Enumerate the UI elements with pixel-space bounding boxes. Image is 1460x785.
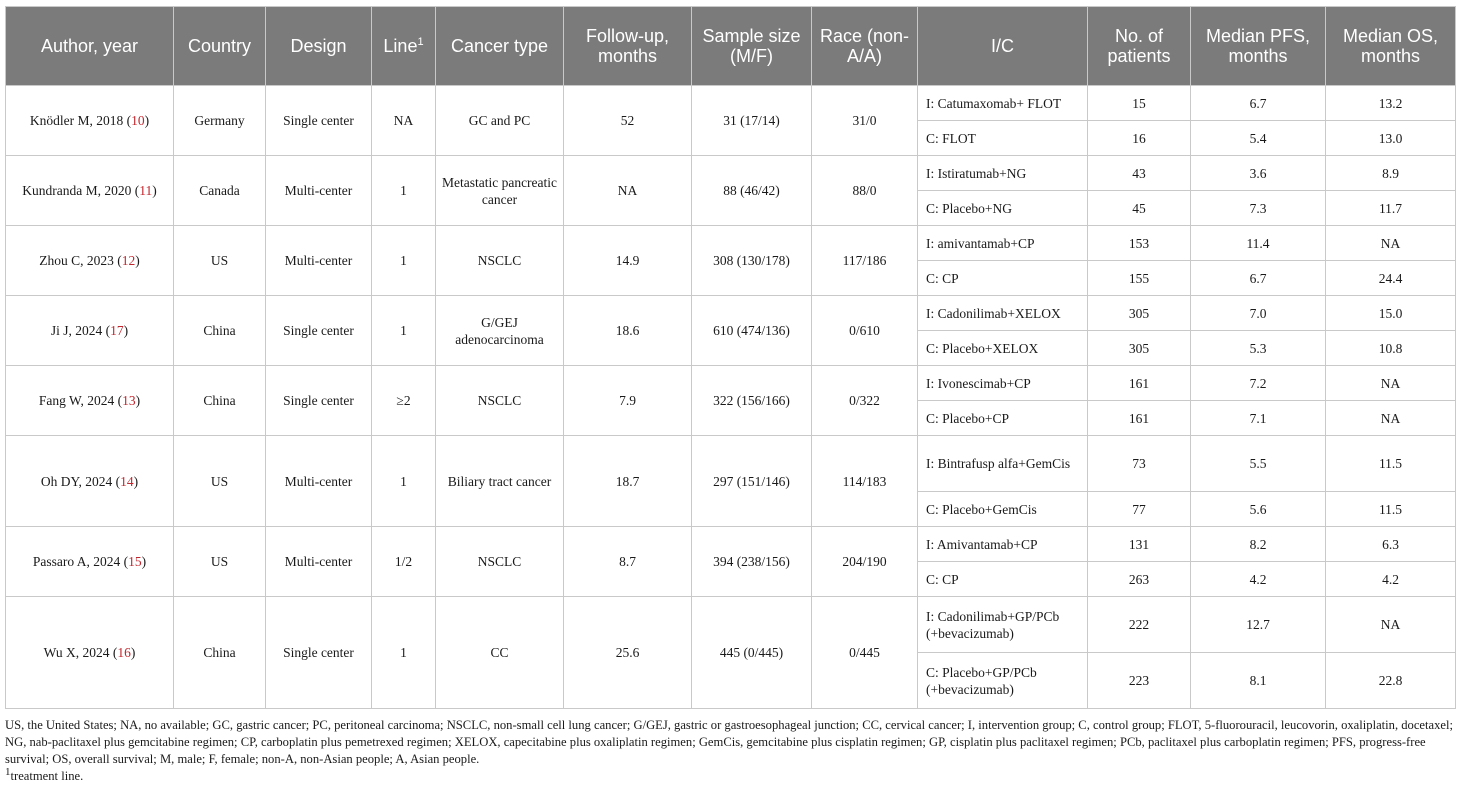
ic-cell: I: Ivonescimab+CP [918, 366, 1088, 401]
pfs-cell: 4.2 [1191, 562, 1326, 597]
sample-size-cell: 322 (156/166) [692, 366, 812, 436]
patients-cell: 16 [1088, 121, 1191, 156]
pfs-cell: 7.1 [1191, 401, 1326, 436]
design-cell: Single center [266, 296, 372, 366]
header-pfs: Median PFS, months [1191, 7, 1326, 86]
table-footnotes [5, 717, 1455, 785]
reference-link[interactable]: 14 [120, 473, 134, 489]
header-author: Author, year [6, 7, 174, 86]
race-cell: 114/183 [812, 436, 918, 527]
os-cell: 10.8 [1326, 331, 1456, 366]
ic-cell: C: Placebo+NG [918, 191, 1088, 226]
race-cell: 0/445 [812, 597, 918, 709]
pfs-cell: 8.1 [1191, 653, 1326, 709]
design-cell: Single center [266, 86, 372, 156]
ic-cell: C: Placebo+XELOX [918, 331, 1088, 366]
reference-link[interactable]: 10 [131, 113, 145, 128]
race-cell: 88/0 [812, 156, 918, 226]
cancer-type-cell: NSCLC [436, 226, 564, 296]
header-country: Country [174, 7, 266, 86]
author-cell: Zhou C, 2023 (12) [6, 226, 174, 296]
header-follow-up: Follow-up, months [564, 7, 692, 86]
pfs-cell: 5.5 [1191, 436, 1326, 492]
os-cell: NA [1326, 366, 1456, 401]
follow-up-cell: 18.6 [564, 296, 692, 366]
os-cell: 13.0 [1326, 121, 1456, 156]
follow-up-cell: 7.9 [564, 366, 692, 436]
design-cell: Single center [266, 597, 372, 709]
ic-cell: I: Cadonilimab+GP/PCb (+bevacizumab) [918, 597, 1088, 653]
ic-cell: C: Placebo+GP/PCb (+bevacizumab) [918, 653, 1088, 709]
os-cell: 22.8 [1326, 653, 1456, 709]
pfs-cell: 8.2 [1191, 527, 1326, 562]
reference-link[interactable]: 17 [110, 323, 124, 338]
author-cell: Ji J, 2024 (17) [6, 296, 174, 366]
header-sample-size: Sample size (M/F) [692, 7, 812, 86]
patients-cell: 305 [1088, 331, 1191, 366]
patients-cell: 15 [1088, 86, 1191, 121]
line-cell: 1 [372, 226, 436, 296]
follow-up-cell: 25.6 [564, 597, 692, 709]
race-cell: 0/610 [812, 296, 918, 366]
table-row [6, 436, 1456, 492]
treatment-line-note [5, 765, 1455, 785]
country-cell: Canada [174, 156, 266, 226]
os-cell: 13.2 [1326, 86, 1456, 121]
sample-size-cell: 394 (238/156) [692, 527, 812, 597]
header-cancer-type: Cancer type [436, 7, 564, 86]
header-line [372, 7, 436, 86]
reference-link[interactable]: 12 [121, 253, 136, 268]
cancer-type-cell: NSCLC [436, 366, 564, 436]
follow-up-cell: 52 [564, 86, 692, 156]
cancer-type-cell: NSCLC [436, 527, 564, 597]
author-text: Wu X, 2024 [43, 645, 110, 660]
author-cell: Oh DY, 2024 (14) [6, 436, 174, 527]
design-cell: Multi-center [266, 436, 372, 527]
line-cell: 1 [372, 296, 436, 366]
os-cell: NA [1326, 401, 1456, 436]
header-line-sup: 1 [417, 36, 424, 48]
line-cell: ≥2 [372, 366, 436, 436]
follow-up-cell: 14.9 [564, 226, 692, 296]
ic-cell: C: CP [918, 261, 1088, 296]
author-cell: Passaro A, 2024 (15) [6, 527, 174, 597]
patients-cell: 73 [1088, 436, 1191, 492]
note-mark: 1 [5, 765, 11, 778]
os-cell: 4.2 [1326, 562, 1456, 597]
pfs-cell: 6.7 [1191, 261, 1326, 296]
line-cell: 1/2 [372, 527, 436, 597]
cancer-type-cell: Metastatic pancreatic cancer [436, 156, 564, 226]
race-cell: 31/0 [812, 86, 918, 156]
table-row [6, 226, 1456, 261]
header-row [6, 7, 1456, 86]
pfs-cell: 12.7 [1191, 597, 1326, 653]
note-text: treatment line. [10, 769, 84, 783]
reference-link[interactable]: 15 [128, 554, 142, 569]
os-cell: 11.7 [1326, 191, 1456, 226]
study-characteristics-table [5, 6, 1456, 709]
header-ic: I/C [918, 7, 1088, 86]
header-os: Median OS, months [1326, 7, 1456, 86]
country-cell: US [174, 527, 266, 597]
os-cell: NA [1326, 226, 1456, 261]
author-text: Fang W, 2024 [38, 393, 115, 408]
follow-up-cell: NA [564, 156, 692, 226]
follow-up-cell: 18.7 [564, 436, 692, 527]
author-text: Ji J, 2024 [50, 323, 103, 338]
patients-cell: 222 [1088, 597, 1191, 653]
reference-link[interactable]: 16 [117, 645, 131, 660]
author-cell: Kundranda M, 2020 (11) [6, 156, 174, 226]
cancer-type-cell: G/GEJ adenocarcinoma [436, 296, 564, 366]
os-cell: 15.0 [1326, 296, 1456, 331]
pfs-cell: 3.6 [1191, 156, 1326, 191]
header-race: Race (non-A/A) [812, 7, 918, 86]
pfs-cell: 7.2 [1191, 366, 1326, 401]
os-cell: NA [1326, 597, 1456, 653]
author-text: Zhou C, 2023 [39, 253, 114, 268]
author-cell: Knödler M, 2018 (10) [6, 86, 174, 156]
author-text: Oh DY, 2024 [40, 473, 113, 489]
table-row [6, 597, 1456, 653]
ic-cell: I: Bintrafusp alfa+GemCis [918, 436, 1088, 492]
pfs-cell: 5.4 [1191, 121, 1326, 156]
author-cell: Fang W, 2024 (13) [6, 366, 174, 436]
cancer-type-cell: Biliary tract cancer [436, 436, 564, 527]
line-cell: 1 [372, 597, 436, 709]
line-cell: 1 [372, 436, 436, 527]
table-container [5, 6, 1455, 785]
table-row [6, 86, 1456, 121]
pfs-cell: 7.0 [1191, 296, 1326, 331]
sample-size-cell: 31 (17/14) [692, 86, 812, 156]
patients-cell: 131 [1088, 527, 1191, 562]
reference-link[interactable]: 11 [139, 183, 153, 198]
sample-size-cell: 308 (130/178) [692, 226, 812, 296]
country-cell: US [174, 436, 266, 527]
cancer-type-cell: CC [436, 597, 564, 709]
sample-size-cell: 445 (0/445) [692, 597, 812, 709]
patients-cell: 155 [1088, 261, 1191, 296]
ic-cell: C: Placebo+GemCis [918, 492, 1088, 527]
sample-size-cell: 297 (151/146) [692, 436, 812, 527]
os-cell: 11.5 [1326, 492, 1456, 527]
sample-size-cell: 610 (474/136) [692, 296, 812, 366]
ic-cell: I: Istiratumab+NG [918, 156, 1088, 191]
race-cell: 117/186 [812, 226, 918, 296]
table-row [6, 156, 1456, 191]
country-cell: China [174, 296, 266, 366]
patients-cell: 161 [1088, 401, 1191, 436]
race-cell: 204/190 [812, 527, 918, 597]
design-cell: Multi-center [266, 226, 372, 296]
table-row [6, 296, 1456, 331]
ic-cell: I: Catumaxomab+ FLOT [918, 86, 1088, 121]
ic-cell: C: CP [918, 562, 1088, 597]
table-row [6, 366, 1456, 401]
os-cell: 8.9 [1326, 156, 1456, 191]
table-row [6, 527, 1456, 562]
patients-cell: 77 [1088, 492, 1191, 527]
country-cell: Germany [174, 86, 266, 156]
pfs-cell: 11.4 [1191, 226, 1326, 261]
ic-cell: C: FLOT [918, 121, 1088, 156]
cancer-type-cell: GC and PC [436, 86, 564, 156]
ic-cell: I: amivantamab+CP [918, 226, 1088, 261]
country-cell: US [174, 226, 266, 296]
country-cell: China [174, 366, 266, 436]
sample-size-cell: 88 (46/42) [692, 156, 812, 226]
header-line-text: Line [383, 36, 418, 56]
patients-cell: 153 [1088, 226, 1191, 261]
reference-link[interactable]: 13 [122, 393, 136, 408]
patients-cell: 223 [1088, 653, 1191, 709]
patients-cell: 43 [1088, 156, 1191, 191]
ic-cell: C: Placebo+CP [918, 401, 1088, 436]
author-text: Passaro A, 2024 [32, 554, 121, 569]
header-design: Design [266, 7, 372, 86]
ic-cell: I: Amivantamab+CP [918, 527, 1088, 562]
design-cell: Multi-center [266, 156, 372, 226]
ic-cell: I: Cadonilimab+XELOX [918, 296, 1088, 331]
os-cell: 24.4 [1326, 261, 1456, 296]
country-cell: China [174, 597, 266, 709]
pfs-cell: 7.3 [1191, 191, 1326, 226]
patients-cell: 161 [1088, 366, 1191, 401]
line-cell: NA [372, 86, 436, 156]
patients-cell: 305 [1088, 296, 1191, 331]
author-text: Kundranda M, 2020 [22, 183, 132, 198]
patients-cell: 263 [1088, 562, 1191, 597]
os-cell: 11.5 [1326, 436, 1456, 492]
follow-up-cell: 8.7 [564, 527, 692, 597]
author-text: Knödler M, 2018 [29, 113, 124, 128]
pfs-cell: 6.7 [1191, 86, 1326, 121]
patients-cell: 45 [1088, 191, 1191, 226]
line-cell: 1 [372, 156, 436, 226]
abbreviations-note: US, the United States; NA, no available; GC, gastric cancer; PC, peritoneal carcinoma; NSCLC, non-small cell lung cancer; G/GEJ, gastric or gastroesophageal junction; CC, cervical cancer; I, intervention group; C, control group; FLOT, 5-fluorouracil, leucovorin, oxaliplatin, docetaxel; NG, nab-paclitaxel plus gemcitabine regimen; CP, carboplatin plus pemetrexed regimen; XELOX, capecitabine plus oxaliplatin regimen; GemCis, gemcitabine plus cisplatin regimen; GP, cisplatin plus paclitaxel regimen; PCb, paclitaxel plus carboplatin regimen; PFS, progress-free survival; OS, overall survival; M, male; F, female; non-A, non-Asian people; A, Asian people. [5, 718, 1453, 766]
design-cell: Single center [266, 366, 372, 436]
pfs-cell: 5.3 [1191, 331, 1326, 366]
header-patients: No. of patients [1088, 7, 1191, 86]
table-body [6, 86, 1456, 709]
os-cell: 6.3 [1326, 527, 1456, 562]
author-cell: Wu X, 2024 (16) [6, 597, 174, 709]
design-cell: Multi-center [266, 527, 372, 597]
race-cell: 0/322 [812, 366, 918, 436]
pfs-cell: 5.6 [1191, 492, 1326, 527]
